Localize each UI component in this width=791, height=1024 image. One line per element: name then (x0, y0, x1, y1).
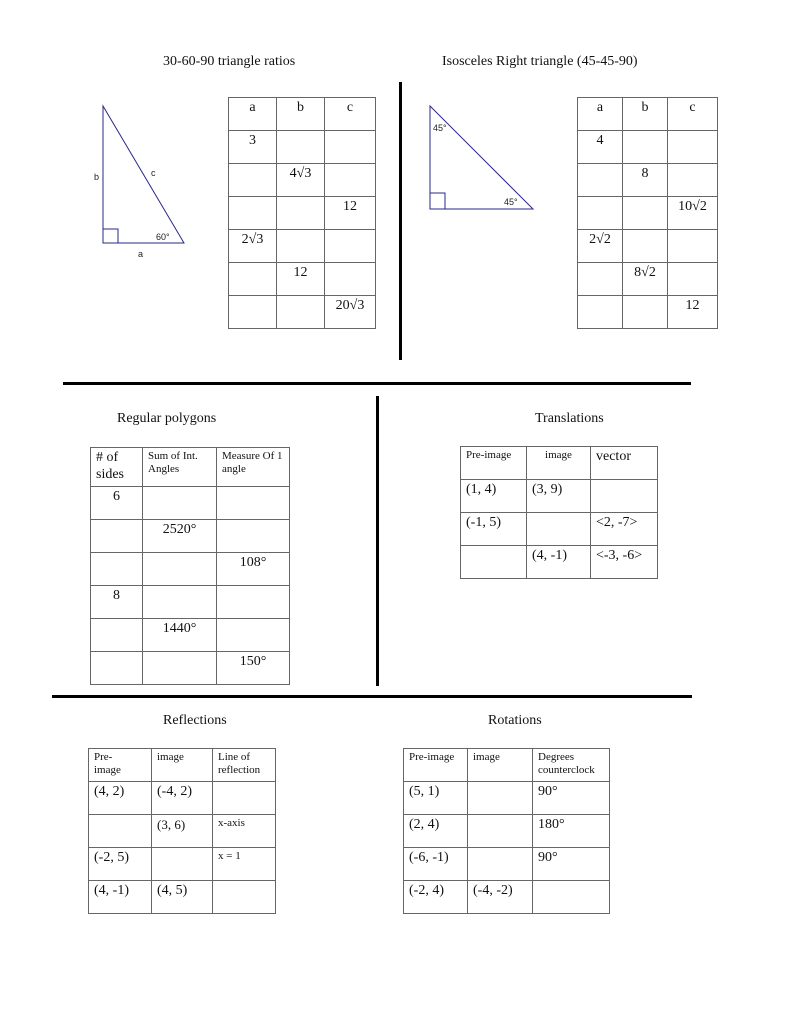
table-cell (143, 585, 217, 618)
table-cell (623, 296, 668, 329)
section-title-regular-polygons: Regular polygons (117, 411, 217, 426)
header-c: c (668, 98, 718, 131)
section-title-rotations: Rotations (488, 713, 542, 728)
table-reflections (88, 748, 276, 914)
table-cell (229, 197, 277, 230)
table-cell (623, 131, 668, 164)
table-cell: 3 (229, 131, 277, 164)
table-cell (217, 618, 290, 651)
section-title-translations: Translations (535, 411, 604, 426)
table-cell (217, 486, 290, 519)
table-cell: 4√3 (277, 164, 325, 197)
table-cell (213, 782, 276, 815)
table-cell (668, 230, 718, 263)
header-num-sides: # of sides (91, 448, 143, 487)
table-cell: (4, 5) (152, 881, 213, 914)
label-45-angle-bottom: 45° (504, 197, 518, 207)
table-cell (91, 552, 143, 585)
table-cell: 2√3 (229, 230, 277, 263)
table-cell (91, 618, 143, 651)
table-cell (277, 230, 325, 263)
table-cell: 108° (217, 552, 290, 585)
table-cell (91, 651, 143, 684)
table-cell: 20√3 (325, 296, 376, 329)
triangle-45-45-90-diagram (420, 100, 540, 215)
table-cell: 10√2 (668, 197, 718, 230)
table-cell: 8 (91, 585, 143, 618)
table-cell (533, 881, 610, 914)
table-cell: (4, 2) (89, 782, 152, 815)
header-vector: vector (591, 447, 658, 480)
table-cell (277, 131, 325, 164)
table-cell (91, 519, 143, 552)
table-cell: x-axis (213, 815, 276, 848)
header-a: a (578, 98, 623, 131)
table-cell: x = 1 (213, 848, 276, 881)
table-cell: 180° (533, 815, 610, 848)
table-cell: <2, -7> (591, 513, 658, 546)
table-cell (143, 651, 217, 684)
table-cell: (3, 6) (152, 815, 213, 848)
table-cell: (3, 9) (527, 480, 591, 513)
table-cell (89, 815, 152, 848)
table-cell (213, 881, 276, 914)
table-cell (143, 552, 217, 585)
table-cell: (1, 4) (461, 480, 527, 513)
header-image: image (152, 749, 213, 782)
table-cell: 4 (578, 131, 623, 164)
table-cell (578, 164, 623, 197)
table-cell (668, 263, 718, 296)
table-cell (468, 782, 533, 815)
table-cell: (-6, -1) (404, 848, 468, 881)
table-cell: 8 (623, 164, 668, 197)
table-cell: 12 (277, 263, 325, 296)
header-measure-one-angle: Measure Of 1 angle (217, 448, 290, 487)
table-cell: 150° (217, 651, 290, 684)
table-cell (217, 519, 290, 552)
header-b: b (623, 98, 668, 131)
table-cell: 90° (533, 782, 610, 815)
header-image: image (527, 447, 591, 480)
table-translations (460, 446, 658, 579)
table-cell (668, 131, 718, 164)
table-cell (468, 815, 533, 848)
vertical-divider-top (399, 82, 402, 360)
label-60-angle: 60° (156, 232, 170, 242)
table-cell: (4, -1) (527, 546, 591, 579)
label-c: c (151, 168, 156, 178)
triangle-30-60-90-diagram (90, 100, 190, 265)
table-cell: <-3, -6> (591, 546, 658, 579)
table-cell: 90° (533, 848, 610, 881)
table-cell (623, 197, 668, 230)
table-cell: (-4, 2) (152, 782, 213, 815)
header-pre-image: Pre-image (404, 749, 468, 782)
table-30-60-90 (228, 97, 376, 329)
table-cell: (2, 4) (404, 815, 468, 848)
section-title-reflections: Reflections (163, 713, 227, 728)
header-b: b (277, 98, 325, 131)
table-cell: 2520° (143, 519, 217, 552)
table-cell (578, 263, 623, 296)
table-cell (229, 296, 277, 329)
table-cell: (-4, -2) (468, 881, 533, 914)
table-cell (229, 164, 277, 197)
vertical-divider-middle (376, 396, 379, 686)
table-cell: 6 (91, 486, 143, 519)
table-cell: 12 (668, 296, 718, 329)
right-angle-marker (430, 193, 445, 209)
header-image: image (468, 749, 533, 782)
section-title-45-45-90: Isosceles Right triangle (45-45-90) (442, 54, 638, 69)
horizontal-divider-2 (52, 695, 692, 698)
table-cell: 2√2 (578, 230, 623, 263)
label-b: b (94, 172, 100, 182)
table-cell (325, 131, 376, 164)
table-cell (578, 197, 623, 230)
table-cell (578, 296, 623, 329)
table-cell (277, 296, 325, 329)
table-cell: (-1, 5) (461, 513, 527, 546)
right-angle-marker (103, 229, 118, 243)
header-sum-int-angles: Sum of Int. Angles (143, 448, 217, 487)
table-cell (229, 263, 277, 296)
horizontal-divider-1 (63, 382, 691, 385)
header-pre-image: Pre-image (89, 749, 152, 782)
table-cell (623, 230, 668, 263)
table-cell: (4, -1) (89, 881, 152, 914)
table-cell: (-2, 4) (404, 881, 468, 914)
table-cell (325, 230, 376, 263)
table-cell: (5, 1) (404, 782, 468, 815)
section-title-30-60-90: 30-60-90 triangle ratios (163, 54, 296, 69)
table-cell (527, 513, 591, 546)
table-cell (325, 263, 376, 296)
table-cell (591, 480, 658, 513)
header-degrees-counterclock: Degrees counterclock (533, 749, 610, 782)
table-cell (143, 486, 217, 519)
triangle-30-60-90-shape (103, 106, 184, 243)
table-cell: (-2, 5) (89, 848, 152, 881)
label-a: a (138, 249, 144, 259)
table-45-45-90 (577, 97, 718, 329)
table-cell (325, 164, 376, 197)
table-cell (277, 197, 325, 230)
header-line-of-reflection: Line of reflection (213, 749, 276, 782)
header-pre-image: Pre-image (461, 447, 527, 480)
table-cell: 8√2 (623, 263, 668, 296)
table-cell: 12 (325, 197, 376, 230)
table-cell (461, 546, 527, 579)
table-cell: 1440° (143, 618, 217, 651)
table-cell (152, 848, 213, 881)
header-c: c (325, 98, 376, 131)
label-45-angle-top: 45° (433, 123, 447, 133)
table-rotations (403, 748, 610, 914)
header-a: a (229, 98, 277, 131)
table-cell (468, 848, 533, 881)
table-regular-polygons (90, 447, 290, 685)
table-cell (217, 585, 290, 618)
table-cell (668, 164, 718, 197)
